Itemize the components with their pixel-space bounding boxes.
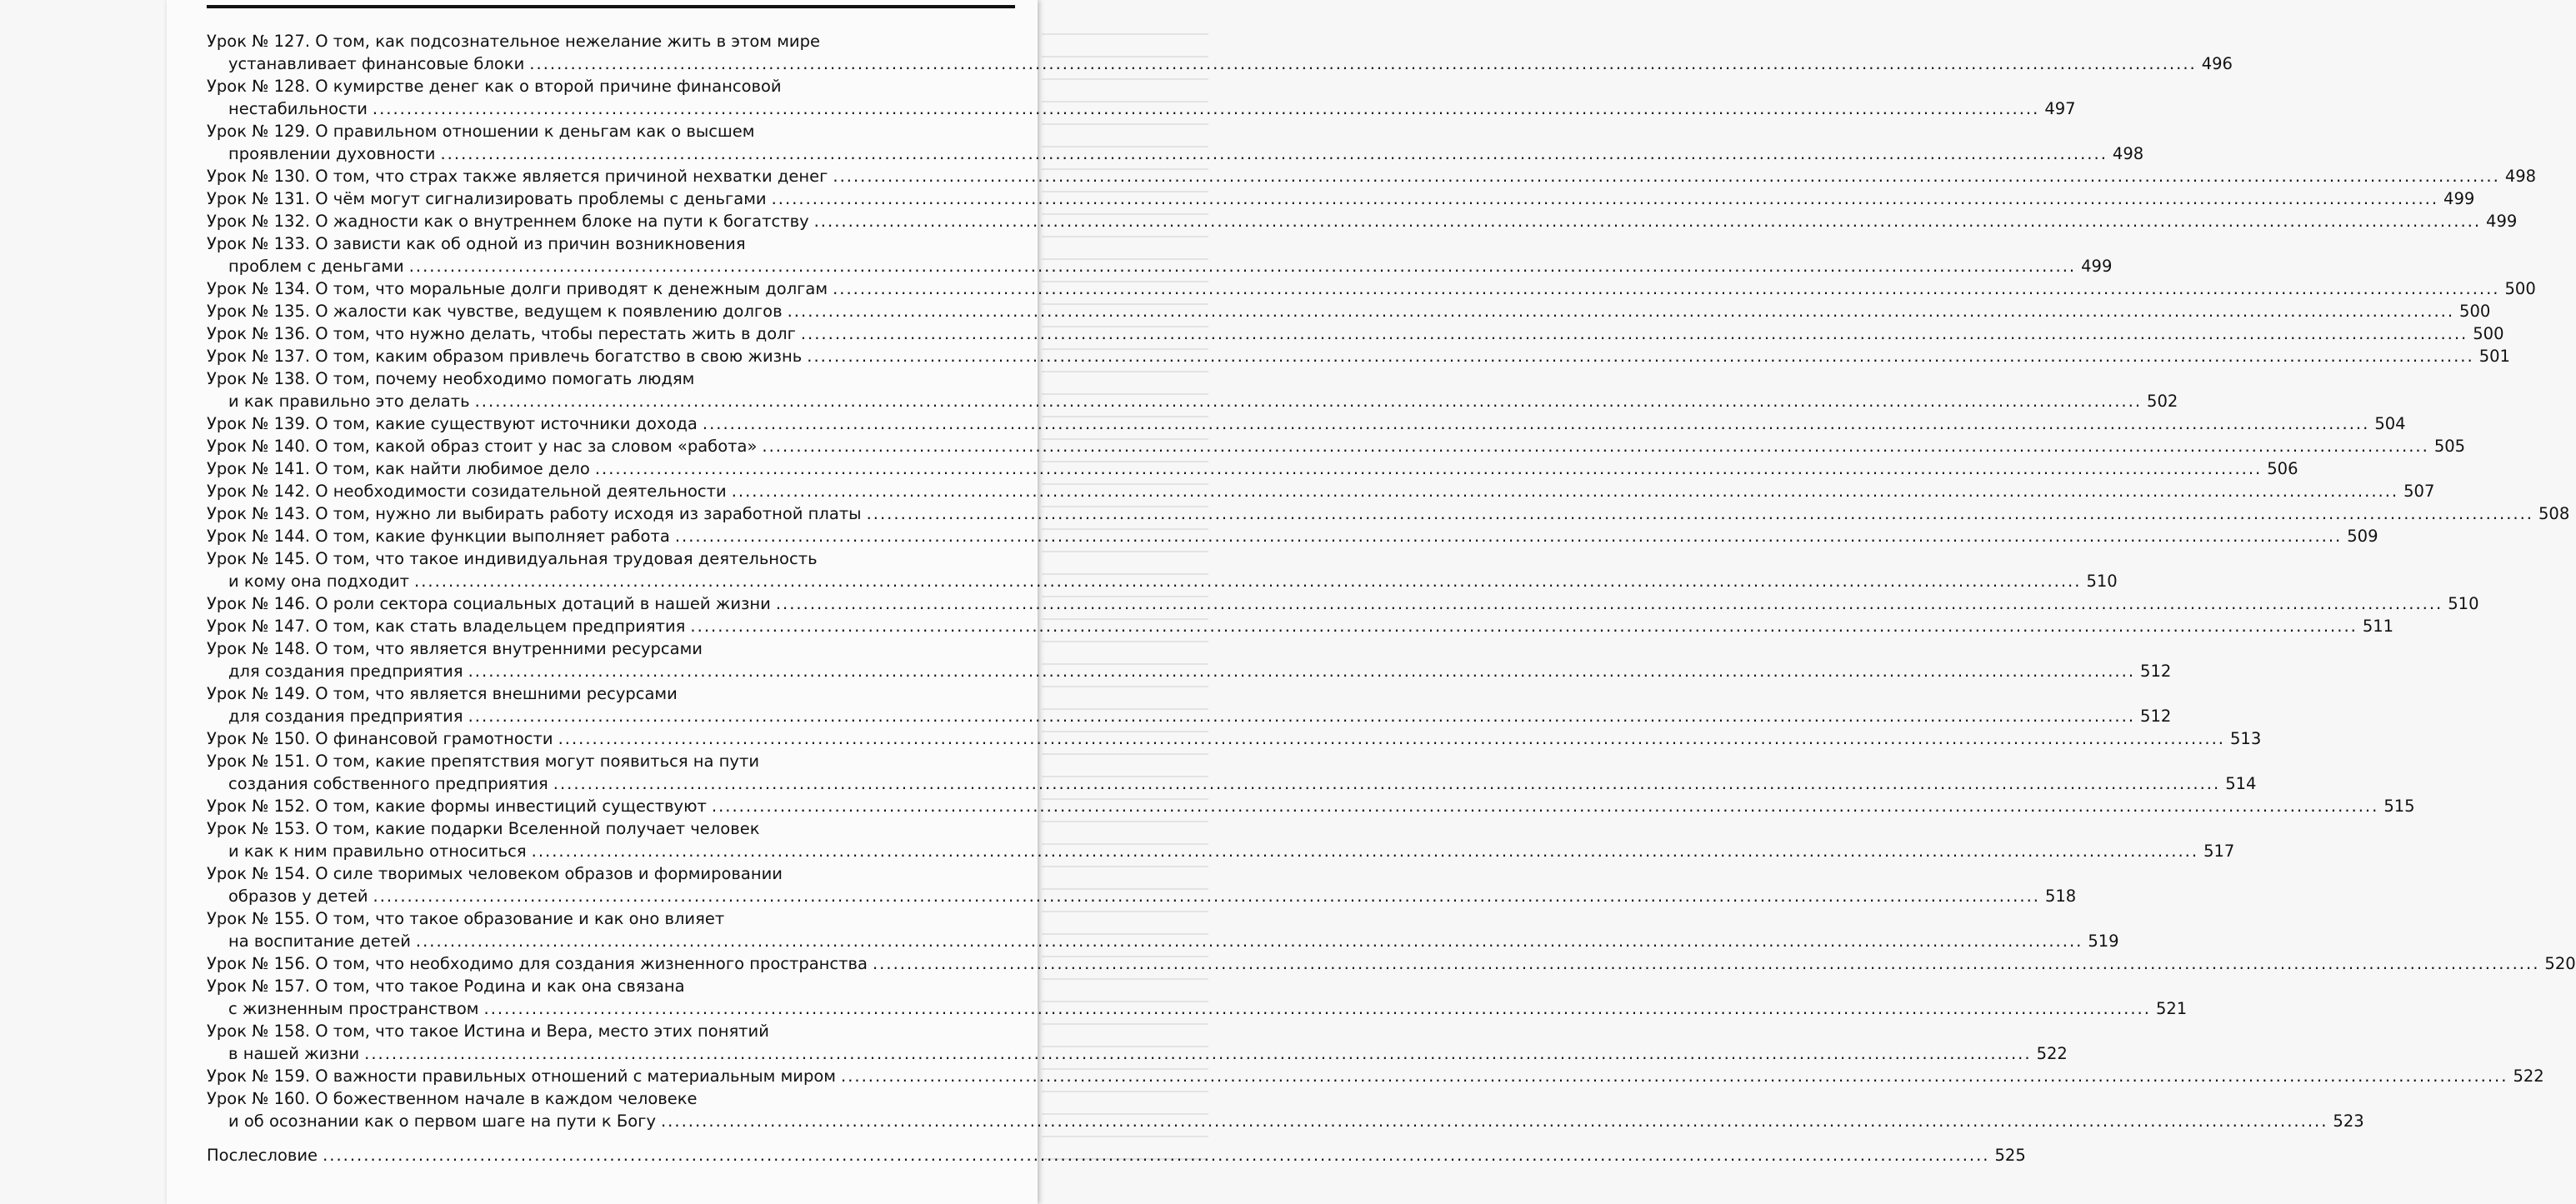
- page-number: 510: [2448, 594, 2479, 613]
- entry-title: Урок № 137. О том, каким образом привлечь богатство в свою жизнь: [207, 347, 803, 366]
- page-number: 499: [2443, 189, 2475, 208]
- toc-entry: [207, 547, 1011, 570]
- toc-entry: [207, 1020, 1011, 1042]
- page-number: 496: [2201, 54, 2233, 73]
- entry-title: Урок № 143. О том, нужно ли выбирать работу исходя из заработной платы: [207, 504, 862, 523]
- dot-leader: [814, 210, 2481, 232]
- toc-entry-continuation: [207, 570, 2118, 592]
- book-page: [167, 0, 2576, 1204]
- dot-leader: [323, 1144, 1989, 1167]
- toc-entry: [207, 412, 2406, 435]
- toc-entry-continuation: [207, 930, 2119, 952]
- toc-entry-continuation: [207, 1110, 2364, 1132]
- dot-leader: [558, 727, 2225, 750]
- top-rule: [207, 5, 1015, 8]
- dot-leader: [532, 840, 2198, 862]
- toc-entry: [207, 300, 2491, 322]
- page-number: 517: [2203, 842, 2235, 861]
- toc-entry: [207, 975, 1011, 997]
- toc-entry: [207, 367, 1011, 390]
- toc-entry: [207, 277, 2536, 300]
- entry-title: Урок № 142. О необходимости созидательной деятельности: [207, 482, 727, 501]
- entry-title: Урок № 141. О том, как найти любимое дело: [207, 459, 590, 478]
- toc-entry: [207, 120, 1011, 142]
- dot-leader: [416, 930, 2083, 952]
- entry-title: Урок № 130. О том, что страх также является причиной нехватки денег: [207, 167, 828, 186]
- entry-title: Урок № 131. О чём могут сигнализировать проблемы с деньгами: [207, 189, 767, 208]
- dot-leader: [373, 885, 2040, 907]
- page-number: 509: [2347, 527, 2378, 546]
- toc-entry: [207, 907, 1011, 930]
- toc-entry-continuation: [207, 255, 2113, 277]
- toc-entry: [207, 480, 2435, 502]
- afterword-entry: [207, 1144, 2026, 1167]
- toc-entry: [207, 592, 2479, 615]
- dot-leader: [703, 412, 2369, 435]
- entry-title: Урок № 127. О том, как подсознательное нежелание жить в этом мире: [207, 32, 820, 51]
- toc-entry: [207, 682, 1011, 705]
- dot-leader: [867, 502, 2533, 525]
- page-number: 508: [2538, 504, 2570, 523]
- entry-title: Урок № 157. О том, что такое Родина и как она связана: [207, 977, 685, 996]
- dot-leader: [833, 277, 2499, 300]
- entry-title: образов у детей: [228, 887, 368, 906]
- dot-leader: [776, 592, 2443, 615]
- entry-title: Урок № 132. О жадности как о внутреннем блоке на пути к богатству: [207, 212, 809, 231]
- toc-entry-continuation: [207, 142, 2144, 165]
- dot-leader: [788, 300, 2454, 322]
- page-number: 506: [2267, 459, 2298, 478]
- toc-entry: [207, 750, 1011, 772]
- dot-leader: [762, 435, 2428, 457]
- dot-leader: [553, 772, 2220, 795]
- page-number: 510: [2086, 572, 2118, 591]
- dot-leader: [373, 97, 2039, 120]
- entry-title: Урок № 148. О том, что является внутренними ресурсами: [207, 639, 703, 658]
- entry-title: в нашей жизни: [228, 1044, 360, 1063]
- toc-entry: [207, 435, 2466, 457]
- entry-title: устанавливает финансовые блоки: [228, 54, 525, 73]
- entry-title: и кому она подходит: [228, 572, 410, 591]
- entry-title: Урок № 135. О жалости как чувстве, ведущем к появлению долгов: [207, 302, 783, 321]
- dot-leader: [712, 795, 2378, 817]
- dot-leader: [440, 142, 2107, 165]
- page-number: 501: [2478, 347, 2510, 366]
- page-number: 512: [2140, 662, 2172, 681]
- entry-title: Урок № 151. О том, какие препятствия могут появиться на пути: [207, 752, 759, 771]
- toc-entry: [207, 1065, 2544, 1087]
- page-number: 519: [2088, 932, 2119, 951]
- entry-title: с жизненным пространством: [228, 999, 479, 1018]
- page-number: 513: [2230, 729, 2262, 748]
- entry-title: для создания предприятия: [228, 707, 463, 726]
- toc-entry: [207, 727, 2262, 750]
- entry-title: Урок № 154. О силе творимых человеком образов и формировании: [207, 864, 783, 883]
- dot-leader: [675, 525, 2342, 547]
- page-number: 512: [2140, 707, 2172, 726]
- dot-leader: [690, 615, 2357, 637]
- entry-title: нестабильности: [228, 99, 368, 118]
- entry-title: Урок № 160. О божественном начале в каждом человеке: [207, 1089, 698, 1108]
- entry-title: Урок № 140. О том, какой образ стоит у нас за словом «работа»: [207, 437, 758, 456]
- entry-title: для создания предприятия: [228, 662, 463, 681]
- toc-entry: [207, 30, 1011, 52]
- page-number: 497: [2044, 99, 2076, 118]
- entry-title: Урок № 159. О важности правильных отношений с материальным миром: [207, 1067, 836, 1086]
- toc-entry: [207, 502, 2570, 525]
- entry-title: Урок № 133. О зависти как об одной из причин возникновения: [207, 234, 746, 253]
- page-number: 523: [2333, 1112, 2364, 1131]
- dot-leader: [873, 952, 2539, 975]
- toc-entry-continuation: [207, 997, 2188, 1020]
- page-number: 521: [2155, 999, 2188, 1018]
- dot-leader: [595, 457, 2262, 480]
- page-number: 498: [2504, 167, 2537, 186]
- page-number: 507: [2403, 482, 2435, 501]
- entry-title: Урок № 145. О том, что такое индивидуальная трудовая деятельность: [207, 549, 818, 568]
- dot-leader: [807, 345, 2473, 367]
- section-gap: [207, 1132, 1011, 1144]
- entry-title: создания собственного предприятия: [228, 774, 548, 793]
- page-number: 515: [2383, 797, 2415, 816]
- dot-leader: [732, 480, 2398, 502]
- entry-title: Урок № 129. О правильном отношении к деньгам как о высшем: [207, 122, 755, 141]
- page-number: 499: [2081, 257, 2113, 276]
- dot-leader: [468, 660, 2135, 682]
- toc-entry: [207, 165, 2537, 187]
- entry-title: Урок № 150. О финансовой грамотности: [207, 729, 553, 748]
- dot-leader: [468, 705, 2135, 727]
- entry-title: Урок № 152. О том, какие формы инвестиций существуют: [207, 797, 707, 816]
- dot-leader: [409, 255, 2076, 277]
- entry-title: Урок № 136. О том, что нужно делать, чтобы перестать жить в долг: [207, 324, 796, 343]
- page-number: 499: [2486, 212, 2518, 231]
- entry-title: Урок № 139. О том, какие существуют источники дохода: [207, 414, 698, 433]
- dot-leader: [772, 187, 2438, 210]
- toc-entry: [207, 817, 1011, 840]
- toc-entry: [207, 322, 2504, 345]
- page-number: 514: [2225, 774, 2257, 793]
- entry-title: Урок № 134. О том, что моральные долги приводят к денежным долгам: [207, 279, 828, 298]
- toc-entry: [207, 862, 1011, 885]
- toc-entry-continuation: [207, 840, 2235, 862]
- dot-leader: [661, 1110, 2328, 1132]
- toc-entry: [207, 952, 2576, 975]
- toc-entry-continuation: [207, 97, 2076, 120]
- toc-entry: [207, 232, 1011, 255]
- toc-entry: [207, 210, 2518, 232]
- page-number: 504: [2374, 414, 2406, 433]
- page-number: 502: [2147, 392, 2178, 411]
- entry-title: Послесловие: [207, 1146, 318, 1165]
- entry-title: и как к ним правильно относиться: [228, 842, 527, 861]
- toc-entry: [207, 1087, 1011, 1110]
- entry-title: Урок № 138. О том, почему необходимо помогать людям: [207, 369, 695, 388]
- entry-title: Урок № 128. О кумирстве денег как о второй причине финансовой: [207, 77, 782, 96]
- toc-entry: [207, 457, 2298, 480]
- page-number: 522: [2513, 1067, 2544, 1086]
- entry-title: Урок № 146. О роли сектора социальных дотаций в нашей жизни: [207, 594, 771, 613]
- entry-title: на воспитание детей: [228, 932, 411, 951]
- table-of-contents: [207, 30, 2576, 1167]
- toc-entry-continuation: [207, 705, 2172, 727]
- toc-entry: [207, 615, 2394, 637]
- dot-leader: [414, 570, 2081, 592]
- toc-entry: [207, 187, 2475, 210]
- toc-entry: [207, 637, 1011, 660]
- toc-entry: [207, 795, 2415, 817]
- page-number: 500: [2504, 279, 2536, 298]
- entry-title: проблем с деньгами: [228, 257, 404, 276]
- toc-entry-continuation: [207, 1042, 2068, 1065]
- dot-leader: [833, 165, 2499, 187]
- page-number: 498: [2112, 144, 2144, 163]
- entry-title: Урок № 158. О том, что такое Истина и Вера, место этих понятий: [207, 1022, 769, 1041]
- toc-entry: [207, 345, 2510, 367]
- page-number: 500: [2473, 324, 2504, 343]
- entry-title: Урок № 155. О том, что такое образование и как оно влияет: [207, 909, 725, 928]
- entry-title: Урок № 144. О том, какие функции выполняет работа: [207, 527, 670, 546]
- page-number: 511: [2362, 617, 2394, 636]
- page-number: 522: [2036, 1044, 2068, 1063]
- entry-title: Урок № 149. О том, что является внешними ресурсами: [207, 684, 678, 703]
- toc-entry-continuation: [207, 772, 2257, 795]
- page-number: 500: [2459, 302, 2491, 321]
- dot-leader: [475, 390, 2142, 412]
- dot-leader: [484, 997, 2151, 1020]
- entry-title: Урок № 147. О том, как стать владельцем предприятия: [207, 617, 686, 636]
- entry-title: Урок № 153. О том, какие подарки Вселенной получает человек: [207, 819, 760, 838]
- toc-entry-continuation: [207, 52, 2233, 75]
- page-number: 520: [2544, 954, 2576, 973]
- entry-title: Урок № 156. О том, что необходимо для создания жизненного пространства: [207, 954, 868, 973]
- toc-entry-continuation: [207, 660, 2172, 682]
- dot-leader: [801, 322, 2468, 345]
- toc-entry-continuation: [207, 390, 2178, 412]
- entry-title: и как правильно это делать: [228, 392, 470, 411]
- toc-entry: [207, 75, 1011, 97]
- page-number: 505: [2433, 437, 2466, 456]
- toc-entry-continuation: [207, 885, 2077, 907]
- entry-title: и об осознании как о первом шаге на пути к Богу: [228, 1112, 656, 1131]
- page-number: 518: [2044, 887, 2077, 906]
- toc-entry: [207, 525, 2378, 547]
- dot-leader: [529, 52, 2196, 75]
- dot-leader: [841, 1065, 2508, 1087]
- page-number: 525: [1994, 1146, 2026, 1165]
- dot-leader: [364, 1042, 2031, 1065]
- entry-title: проявлении духовности: [228, 144, 436, 163]
